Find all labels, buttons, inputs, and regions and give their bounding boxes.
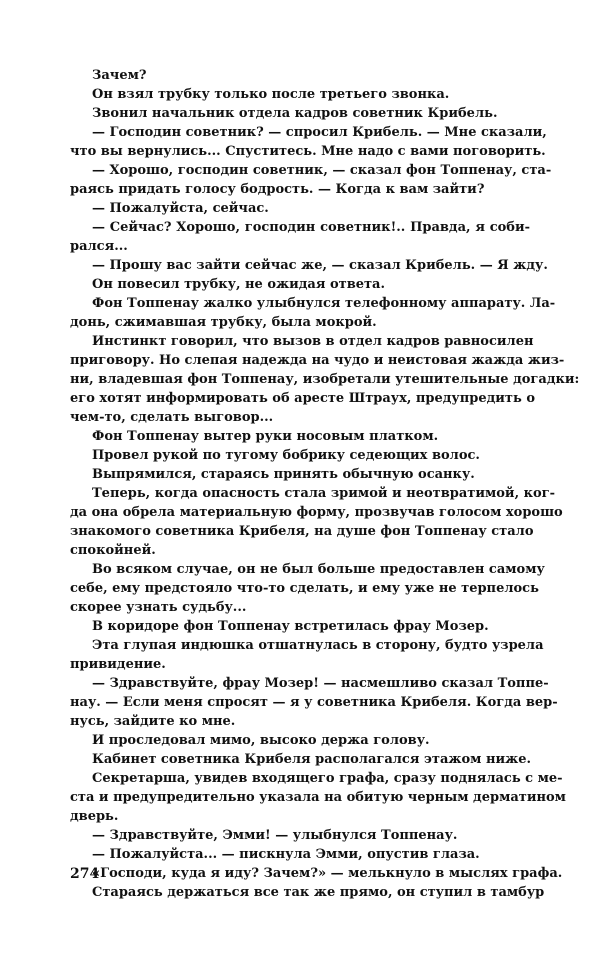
text-line: — Здравствуйте, Эмми! — улыбнулся Топпенау. [92,828,458,843]
text-line: знакомого советника Крибеля, на душе фон Топпенау стало [70,524,534,539]
text-line: нусь, зайдите ко мне. [70,714,236,729]
text-line: ста и предупредительно указала на обитую черным дерматином [70,790,566,805]
text-line: Выпрямился, стараясь принять обычную осанку. [92,467,475,482]
text-line: Зачем? [92,68,147,83]
text-line: рался... [70,239,128,254]
page-number: 274 [70,866,100,882]
text-line: Секретарша, увидев входящего графа, сразу поднялась с ме- [92,771,563,786]
text-line: Стараясь держаться все так же прямо, он ступил в тамбур [92,885,545,900]
text-line: спокойней. [70,543,156,558]
text-line: ни, владевшая фон Топпенау, изобретали утешительные догадки: [70,372,580,387]
text-line: чем-то, сделать выговор... [70,410,274,425]
text-line: — Сейчас? Хорошо, господин советник!.. Правда, я соби- [92,220,530,235]
text-line: его хотят информировать об аресте Штраух, предупредить о [70,391,536,406]
text-line: Звонил начальник отдела кадров советник Крибель. [92,106,498,121]
text-line: привидение. [70,657,166,672]
text-line: донь, сжимавшая трубку, была мокрой. [70,315,377,330]
text-line: — Здравствуйте, фрау Мозер! — насмешливо сказал Топпе- [92,676,549,691]
text-line: Эта глупая индюшка отшатнулась в сторону, будто узрела [92,638,544,653]
text-line: нау. — Если меня спросят — я у советника Крибеля. Когда вер- [70,695,558,710]
text-line: — Пожалуйста, сейчас. [92,201,269,216]
text-line: Он взял трубку только после третьего звонка. [92,87,450,102]
text-line: — Господин советник? — спросил Крибель. — Мне сказали, [92,125,547,140]
text-line: Провел рукой по тугому бобрику седеющих волос. [92,448,480,463]
text-line: себе, ему предстояло что-то сделать, и ему уже не терпелось [70,581,539,596]
text-line: Фон Топпенау вытер руки носовым платком. [92,429,439,444]
text-line: скорее узнать судьбу... [70,600,247,615]
text-line: да она обрела материальную форму, прозвучав голосом хорошо [70,505,563,520]
text-line: Теперь, когда опасность стала зримой и неотвратимой, ког- [92,486,556,501]
text-line: Инстинкт говорил, что вызов в отдел кадров равносилен [92,334,534,349]
text-line: раясь придать голосу бодрость. — Когда к вам зайти? [70,182,485,197]
text-line: Он повесил трубку, не ожидая ответа. [92,277,386,292]
text-line: Во всяком случае, он не был больше предоставлен самому [92,562,545,577]
text-line: что вы вернулись... Спуститесь. Мне надо с вами поговорить. [70,144,546,159]
text-line: Кабинет советника Крибеля располагался этажом ниже. [92,752,532,767]
text-line: Фон Топпенау жалко улыбнулся телефонному аппарату. Ла- [92,296,556,311]
text-line: приговору. Но слепая надежда на чудо и неистовая жажда жиз- [70,353,565,368]
text-line: И проследовал мимо, высоко держа голову. [92,733,430,748]
text-line: — Пожалуйста... — пискнула Эмми, опустив глаза. [92,847,480,862]
text-line: дверь. [70,809,119,824]
text-line: В коридоре фон Топпенау встретилась фрау Мозер. [92,619,489,634]
text-line: — Хорошо, господин советник, — сказал фон Топпенау, ста- [92,163,552,178]
text-line: «Господи, куда я иду? Зачем?» — мелькнуло в мыслях графа. [92,866,563,881]
text-line: — Прошу вас зайти сейчас же, — сказал Крибель. — Я жду. [92,258,548,273]
